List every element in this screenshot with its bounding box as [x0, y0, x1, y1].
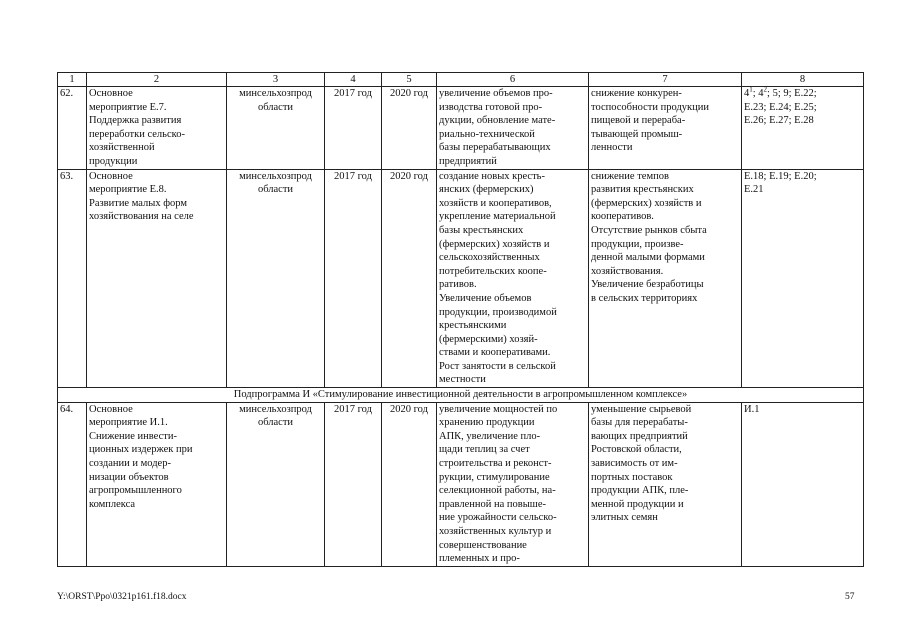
file-path: Y:\ORST\Ppo\0321p161.f18.docx: [57, 592, 187, 602]
section-row: [58, 388, 864, 403]
linked-indicators: [742, 87, 864, 170]
end-year: 2020 год: [382, 87, 437, 170]
end-year: 2020 год: [382, 169, 437, 388]
links-superscript: 1: [749, 86, 753, 94]
executor: минсельхозпрод области: [227, 169, 325, 388]
links-text: 4: [744, 88, 750, 99]
end-year: 2020 год: [382, 402, 437, 566]
non-implementation-consequence: уменьшение сырьевой базы для перерабаты- вающих предприятий Ростовской области, зависимость от им- портных поставок продукции АПК, пле- менной продукции и элитных семян: [589, 402, 742, 566]
header-cell: 6: [437, 73, 589, 87]
start-year: 2017 год: [325, 169, 382, 388]
header-cell: 1: [58, 73, 87, 87]
header-cell: 5: [382, 73, 437, 87]
non-implementation-consequence: снижение темпов развития крестьянских (фермерских) хозяйств и кооперативов. Отсутствие рынков сбыта продукции, произве- денной малыми формами хозяйствования. Увеличение безработицы в сельских территориях: [589, 169, 742, 388]
header-cell: 2: [87, 73, 227, 87]
expected-result: увеличение мощностей по хранению продукции АПК, увеличение пло- щади теплиц за счет строительства и реконст- рукции, стимулирование селекционной работы, на- правленной на повыше- ние урожайности сельско- хозяйственных культур и совершенствование племенных и про-: [437, 402, 589, 566]
table-row: [58, 402, 864, 566]
links-text: ; 4: [752, 88, 764, 99]
subprogram-title: Подпрограмма И «Стимулирование инвестиционной деятельности в агропромышленном комплексе»: [58, 388, 864, 403]
header-cell: 3: [227, 73, 325, 87]
expected-result: создание новых кресть- янских (фермерских) хозяйств и кооперативов, укрепление материальной базы крестьянских (фермерских) хозяйств и сельскохозяйственных потребительских коопе- ративов. Увеличение объемов продукции, производимой крестьянскими (фермерскими) хозяй- ствами и кооперативами. Рост занятости в сельской местности: [437, 169, 589, 388]
table-row: [58, 169, 864, 388]
non-implementation-consequence: снижение конкурен- тоспособности продукции пищевой и перераба- тывающей промыш- ленности: [589, 87, 742, 170]
row-number: 64.: [58, 402, 87, 566]
measures-table: [57, 72, 864, 567]
header-cell: 4: [325, 73, 382, 87]
expected-result: увеличение объемов про- изводства готовой про- дукции, обновление мате- риально-технической базы перерабатывающих предприятий: [437, 87, 589, 170]
header-cell: 8: [742, 73, 864, 87]
links-text: И.1: [744, 403, 760, 415]
table-row: [58, 87, 864, 170]
header-cell: 7: [589, 73, 742, 87]
linked-indicators: [742, 169, 864, 388]
start-year: 2017 год: [325, 87, 382, 170]
measure-name: Основное мероприятие Е.7. Поддержка развития переработки сельско- хозяйственной продукции: [87, 87, 227, 170]
executor: минсельхозпрод области: [227, 87, 325, 170]
page-number: 57: [845, 592, 855, 602]
executor: минсельхозпрод области: [227, 402, 325, 566]
start-year: 2017 год: [325, 402, 382, 566]
row-number: 62.: [58, 87, 87, 170]
links-superscript: 2: [763, 86, 768, 94]
linked-indicators: [742, 402, 864, 566]
row-number: 63.: [58, 169, 87, 388]
links-text: Е.18; Е.19; Е.20; Е.21: [744, 170, 817, 196]
links-text: ; 5; 9; Е.22; Е.23; Е.24; Е.25; Е.26; Е.27; Е.28: [744, 88, 817, 127]
measure-name: Основное мероприятие Е.8. Развитие малых форм хозяйствования на селе: [87, 169, 227, 388]
measure-name: Основное мероприятие И.1. Снижение инвести- ционных издержек при создании и модер- низации объектов агропромышленного комплекса: [87, 402, 227, 566]
column-number-header-row: [58, 73, 864, 87]
